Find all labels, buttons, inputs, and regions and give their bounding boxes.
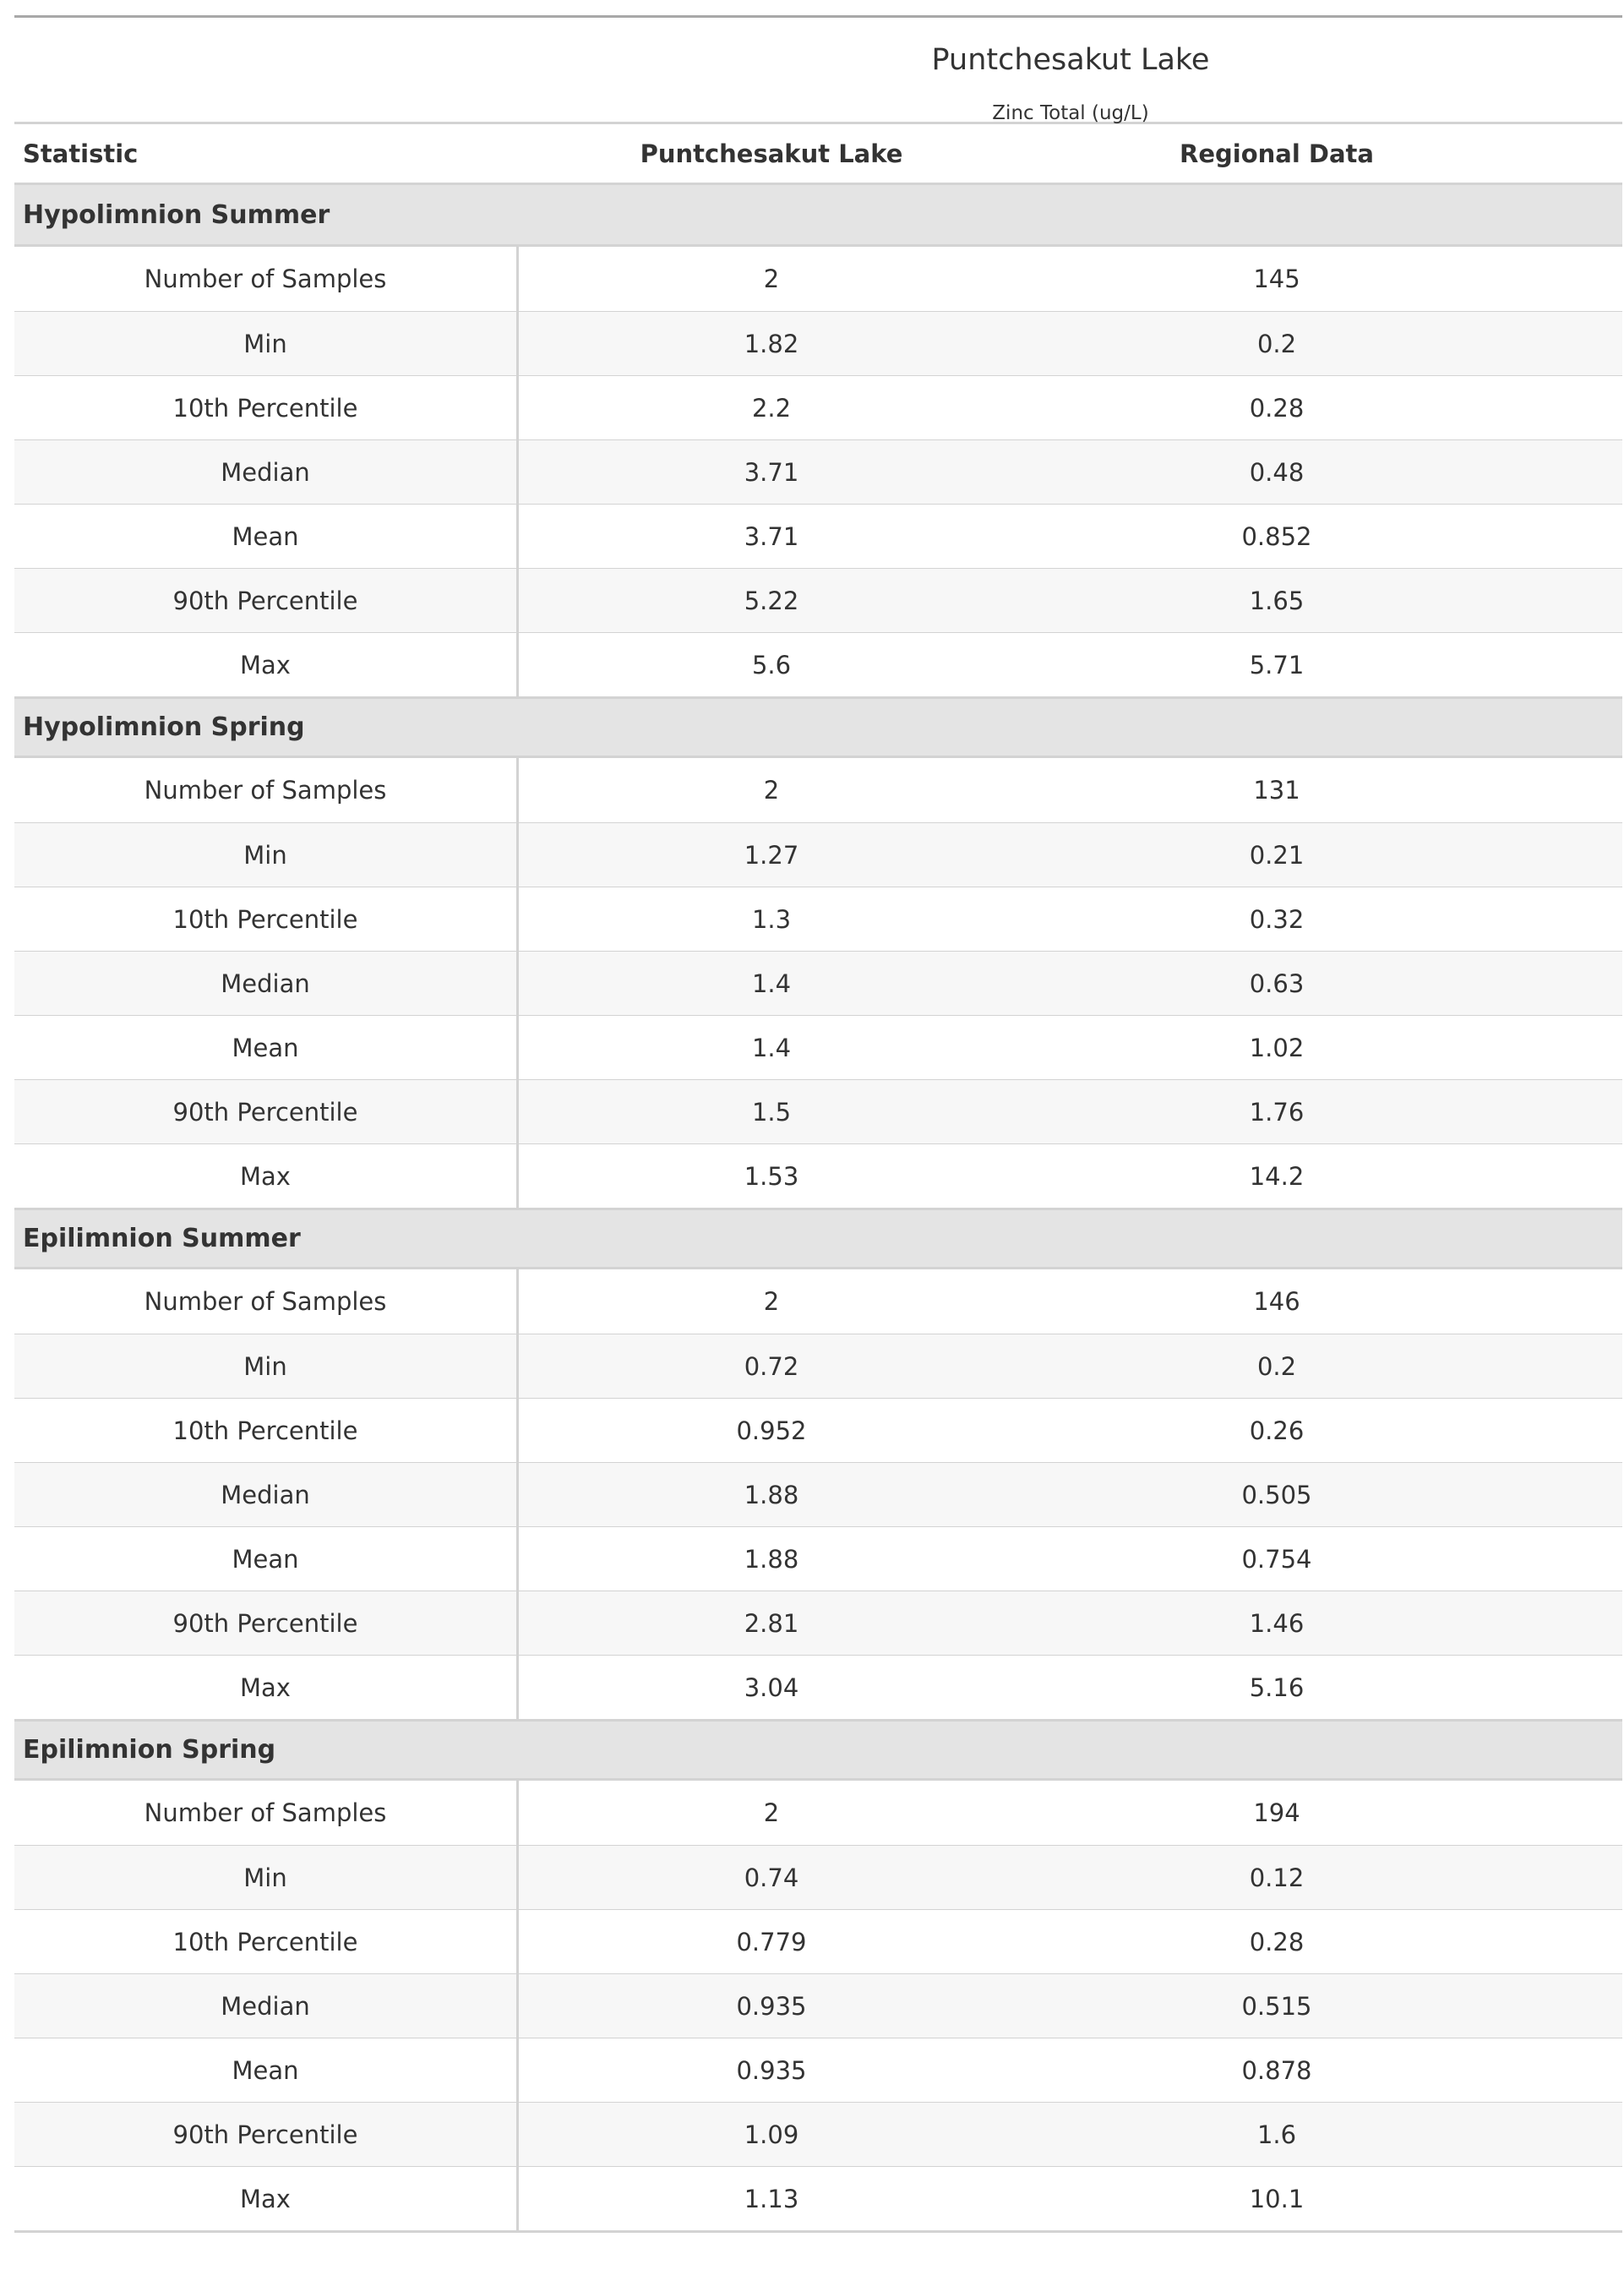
row-group xyxy=(14,1719,1622,2230)
lake-value-cell: 2 xyxy=(763,1798,780,1827)
regional-value-cell: 0.515 xyxy=(1241,1991,1312,2021)
regional-value-cell: 0.852 xyxy=(1241,521,1312,551)
regional-value-cell: 0.32 xyxy=(1249,904,1305,934)
statistic-cell: Max xyxy=(14,1144,519,1208)
statistic-cell: Min xyxy=(14,312,519,375)
group-header: Hypolimnion Spring xyxy=(14,696,1622,758)
table-row xyxy=(14,887,1622,951)
group-header: Hypolimnion Summer xyxy=(14,185,1622,247)
regional-value-cell: 10.1 xyxy=(1249,2184,1305,2213)
regional-value-cell: 0.2 xyxy=(1256,1351,1297,1381)
regional-value-cell: 1.02 xyxy=(1249,1033,1305,1062)
table-row xyxy=(14,1655,1622,1719)
table-row xyxy=(14,1973,1622,2038)
table-subtitle: Zinc Total (ug/L) xyxy=(992,102,1149,124)
statistic-cell: Number of Samples xyxy=(14,247,519,311)
lake-value-cell: 3.71 xyxy=(744,457,799,487)
regional-value-cell: 0.878 xyxy=(1241,2055,1312,2085)
regional-value-cell: 1.65 xyxy=(1249,586,1305,615)
regional-value-cell: 0.48 xyxy=(1249,457,1305,487)
table-body xyxy=(14,185,1622,2230)
regional-value-cell: 0.63 xyxy=(1249,969,1305,998)
statistic-cell: Number of Samples xyxy=(14,1781,519,1845)
group-rows xyxy=(14,1269,1622,1719)
regional-value-cell: 5.71 xyxy=(1249,650,1305,679)
lake-value-cell: 2 xyxy=(763,776,780,805)
table-row xyxy=(14,375,1622,439)
table-row xyxy=(14,1143,1622,1208)
regional-value-cell: 14.2 xyxy=(1249,1161,1305,1191)
column-headers xyxy=(14,124,1622,185)
table-row xyxy=(14,1909,1622,1973)
table-row xyxy=(14,247,1622,311)
statistic-cell: Mean xyxy=(14,505,519,568)
statistic-cell: Max xyxy=(14,633,519,696)
statistic-cell: 90th Percentile xyxy=(14,1591,519,1655)
lake-value-cell: 1.3 xyxy=(751,904,792,934)
table-row xyxy=(14,1591,1622,1655)
lake-value-cell: 2 xyxy=(763,265,780,293)
group-rows xyxy=(14,758,1622,1208)
table-row xyxy=(14,2166,1622,2230)
statistic-cell: Number of Samples xyxy=(14,1269,519,1334)
regional-value-cell: 0.12 xyxy=(1249,1863,1305,1892)
lake-value-cell: 1.4 xyxy=(751,969,792,998)
statistic-cell: Mean xyxy=(14,1016,519,1079)
regional-value-cell: 145 xyxy=(1253,265,1300,293)
statistic-cell: Median xyxy=(14,1974,519,2038)
statistic-cell: Mean xyxy=(14,1527,519,1591)
regional-value-cell: 0.2 xyxy=(1256,329,1297,358)
lake-value-cell: 1.5 xyxy=(751,1097,792,1127)
table-row xyxy=(14,1845,1622,1909)
table-row xyxy=(14,1781,1622,1845)
table-row xyxy=(14,1015,1622,1079)
row-group xyxy=(14,696,1622,1208)
lake-value-cell: 0.72 xyxy=(744,1351,799,1381)
table-row xyxy=(14,1462,1622,1526)
statistic-cell: 90th Percentile xyxy=(14,1080,519,1143)
lake-value-cell: 2.2 xyxy=(751,393,792,423)
statistic-cell: 10th Percentile xyxy=(14,1910,519,1973)
table-title-area xyxy=(14,18,1622,124)
table-row xyxy=(14,1526,1622,1591)
statistic-cell: 90th Percentile xyxy=(14,2103,519,2166)
lake-value-cell: 3.71 xyxy=(744,521,799,551)
lake-value-cell: 5.22 xyxy=(744,586,799,615)
statistic-cell: 10th Percentile xyxy=(14,887,519,951)
regional-value-cell: 0.28 xyxy=(1249,393,1305,423)
table-row xyxy=(14,1334,1622,1398)
regional-value-cell: 1.6 xyxy=(1256,2120,1297,2149)
lake-value-cell: 0.779 xyxy=(736,1927,807,1956)
lake-value-cell: 1.09 xyxy=(744,2120,799,2149)
statistic-cell: Min xyxy=(14,1846,519,1909)
statistic-cell: Max xyxy=(14,1656,519,1719)
lake-value-cell: 0.952 xyxy=(736,1416,807,1445)
regional-value-cell: 146 xyxy=(1253,1287,1300,1316)
table-row xyxy=(14,758,1622,822)
regional-value-cell: 1.46 xyxy=(1249,1608,1305,1638)
statistic-cell: Median xyxy=(14,952,519,1015)
column-header-statistic: Statistic xyxy=(23,139,139,168)
lake-value-cell: 1.13 xyxy=(744,2184,799,2213)
table-row xyxy=(14,1398,1622,1462)
table-row xyxy=(14,822,1622,887)
statistic-cell: Max xyxy=(14,2167,519,2230)
lake-value-cell: 1.27 xyxy=(744,840,799,870)
table-row xyxy=(14,2038,1622,2102)
bottom-rule xyxy=(14,2230,1622,2233)
group-rows xyxy=(14,247,1622,696)
statistic-cell: Mean xyxy=(14,2038,519,2102)
lake-value-cell: 0.935 xyxy=(736,1991,807,2021)
lake-value-cell: 0.74 xyxy=(744,1863,799,1892)
lake-value-cell: 1.53 xyxy=(744,1161,799,1191)
regional-value-cell: 0.21 xyxy=(1249,840,1305,870)
table-title: Puntchesakut Lake xyxy=(931,43,1210,77)
regional-value-cell: 0.505 xyxy=(1241,1480,1312,1509)
statistic-cell: Min xyxy=(14,1334,519,1398)
column-header-regional: Regional Data xyxy=(1180,139,1374,168)
table-row xyxy=(14,311,1622,375)
table-row xyxy=(14,951,1622,1015)
statistic-cell: 90th Percentile xyxy=(14,569,519,632)
lake-value-cell: 3.04 xyxy=(744,1672,799,1702)
group-header: Epilimnion Summer xyxy=(14,1208,1622,1269)
table-row xyxy=(14,2102,1622,2166)
group-header: Epilimnion Spring xyxy=(14,1719,1622,1781)
regional-value-cell: 0.26 xyxy=(1249,1416,1305,1445)
summary-table xyxy=(14,0,1622,2233)
table-row xyxy=(14,439,1622,504)
regional-value-cell: 1.76 xyxy=(1249,1097,1305,1127)
statistic-cell: Min xyxy=(14,823,519,887)
lake-value-cell: 0.935 xyxy=(736,2055,807,2085)
table-row xyxy=(14,1079,1622,1143)
regional-value-cell: 194 xyxy=(1253,1798,1300,1827)
table-row xyxy=(14,1269,1622,1334)
lake-value-cell: 1.4 xyxy=(751,1033,792,1062)
group-rows xyxy=(14,1781,1622,2230)
lake-value-cell: 5.6 xyxy=(751,650,792,679)
lake-value-cell: 1.82 xyxy=(744,329,799,358)
table-row xyxy=(14,568,1622,632)
table-row xyxy=(14,632,1622,696)
regional-value-cell: 5.16 xyxy=(1249,1672,1305,1702)
regional-value-cell: 0.754 xyxy=(1241,1544,1312,1574)
lake-value-cell: 1.88 xyxy=(744,1544,799,1574)
row-group xyxy=(14,185,1622,696)
lake-value-cell: 2.81 xyxy=(744,1608,799,1638)
statistic-cell: 10th Percentile xyxy=(14,376,519,439)
regional-value-cell: 131 xyxy=(1253,776,1300,805)
statistic-cell: 10th Percentile xyxy=(14,1399,519,1462)
row-group xyxy=(14,1208,1622,1719)
column-header-lake: Puntchesakut Lake xyxy=(640,139,903,168)
statistic-cell: Median xyxy=(14,440,519,504)
regional-value-cell: 0.28 xyxy=(1249,1927,1305,1956)
statistic-cell: Median xyxy=(14,1463,519,1526)
lake-value-cell: 2 xyxy=(763,1287,780,1316)
table-row xyxy=(14,504,1622,568)
statistic-cell: Number of Samples xyxy=(14,758,519,822)
lake-value-cell: 1.88 xyxy=(744,1480,799,1509)
